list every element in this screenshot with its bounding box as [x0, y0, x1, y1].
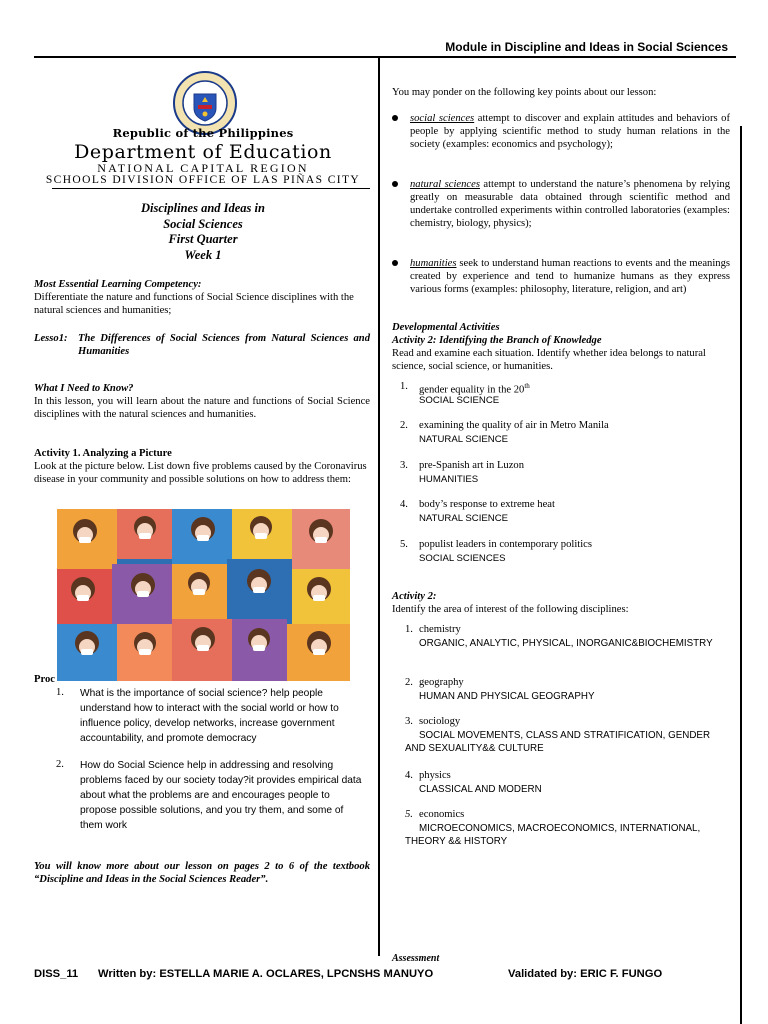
melc-text: Differentiate the nature and functions of Social Science disciplines with the natural sciences and humanities; — [34, 292, 354, 316]
developmental-heading: Developmental Activities — [392, 322, 500, 333]
header-rule — [34, 56, 736, 58]
bullet-icon — [392, 115, 398, 121]
situation-item: 4. body’s response to extreme heat NATURAL SCIENCE — [400, 499, 555, 524]
lesson-label: Lesso1: — [34, 333, 68, 344]
crowd-with-masks-image — [57, 509, 350, 681]
activity2-title: Activity 2: Identifying the Branch of Knowledge — [392, 335, 602, 346]
processing-question: 1. What is the importance of social science? help people understand how to interact with the social world or how to influence policy, develop networks, increase government accountability, and promote democracy — [56, 687, 339, 744]
processing-question: 2. How do Social Science help in addressing and resolving problems faced by our society today?it provides empirical data about what the problems are and encourages people to propose possible solutions, and you try them, and some of them work — [56, 759, 362, 831]
discipline-item: 4. physics CLASSICAL AND MODERN — [405, 770, 542, 795]
footer-code: DISS_11 — [34, 968, 79, 980]
subject-title: Disciplines and Ideas in Social Sciences First Quarter Week 1 — [141, 201, 265, 262]
republic-line: Republic of the Philippines — [112, 126, 294, 140]
need-to-know-heading: What I Need to Know? — [34, 383, 134, 394]
situation-item: 2. examining the quality of air in Metro Manila NATURAL SCIENCE — [400, 420, 609, 445]
footer-validated-by: Validated by: ERIC F. FUNGO — [508, 968, 663, 980]
activity2b-instructions: Identify the area of interest of the following disciplines: — [392, 604, 629, 615]
footer-written-by: Written by: ESTELLA MARIE A. OCLARES, LPCNSHS MANUYO — [98, 968, 434, 980]
discipline-item: 2. geography HUMAN AND PHYSICAL GEOGRAPHY — [405, 677, 595, 702]
situation-item: 3. pre-Spanish art in Luzon HUMANITIES — [400, 460, 525, 485]
need-to-know-text: In this lesson, you will learn about the nature and functions of Social Science disciplines with the natural sciences and humanities. — [34, 396, 370, 420]
right-border — [740, 126, 742, 1024]
situation-item: 5. populist leaders in contemporary politics SOCIAL SCIENCES — [400, 539, 592, 564]
discipline-item: 1. chemistry ORGANIC, ANALYTIC, PHYSICAL, INORGANIC&BIOCHEMISTRY — [405, 624, 713, 649]
activity2b-heading: Activity 2: — [392, 591, 437, 602]
processing-heading: Proc — [34, 674, 55, 685]
key-point: social sciences attempt to discover and explain attitudes and behaviors of people by applying scientific method to study human relations in the society (examples: economics and psychology); — [392, 112, 732, 164]
assessment-heading: Assessment — [392, 953, 440, 964]
division-office: SCHOOLS DIVISION OFFICE OF LAS PIÑAS CITY — [45, 174, 361, 186]
bullet-icon — [392, 181, 398, 187]
lesson-title: The Differences of Social Sciences from Natural Sciences and Humanities — [78, 333, 370, 357]
activity2-instructions: Read and examine each situation. Identify whether idea belongs to natural science, social science, or humanities. — [392, 348, 706, 372]
masthead-rule — [52, 188, 370, 189]
key-points-intro: You may ponder on the following key points about our lesson: — [392, 87, 657, 98]
key-point: humanities seek to understand human reactions to events and the meanings created by experience and tend to humanize humans as they express various forms (examples: philosophy, literature, religion, and art) — [392, 257, 732, 309]
column-divider — [378, 56, 380, 956]
closing-note: You will know more about our lesson on pages 2 to 6 of the textbook “Discipline and Ideas in the Social Sciences Reader”. — [34, 861, 370, 885]
bullet-icon — [392, 260, 398, 266]
melc-heading: Most Essential Learning Competency: — [34, 279, 202, 290]
activity1-heading: Activity 1. Analyzing a Picture — [34, 448, 172, 459]
situation-item: 1. gender equality in the 20th SOCIAL SCIENCE — [400, 381, 530, 406]
activity1-text: Look at the picture below. List down five problems caused by the Coronavirus disease in your community and possible solutions on how to address them: — [34, 461, 367, 485]
key-point: natural sciences attempt to understand the nature’s phenomena by relying greatly on measurable data obtained through scientific method and undertake controlled experiments within controlled laboratories (examples: chemistry, biology, physics); — [392, 178, 732, 244]
module-title: Module in Discipline and Ideas in Social Sciences — [445, 40, 728, 54]
region-name: NATIONAL CAPITAL REGION — [97, 161, 309, 175]
discipline-item: 5. economics MICROECONOMICS, MACROECONOMICS, INTERNATIONAL, THEORY && HISTORY — [405, 809, 701, 847]
discipline-item: 3. sociology SOCIAL MOVEMENTS, CLASS AND STRATIFICATION, GENDER AND SEXUALITY&& CULTURE — [405, 716, 711, 754]
department-name: Department of Education — [74, 141, 332, 163]
